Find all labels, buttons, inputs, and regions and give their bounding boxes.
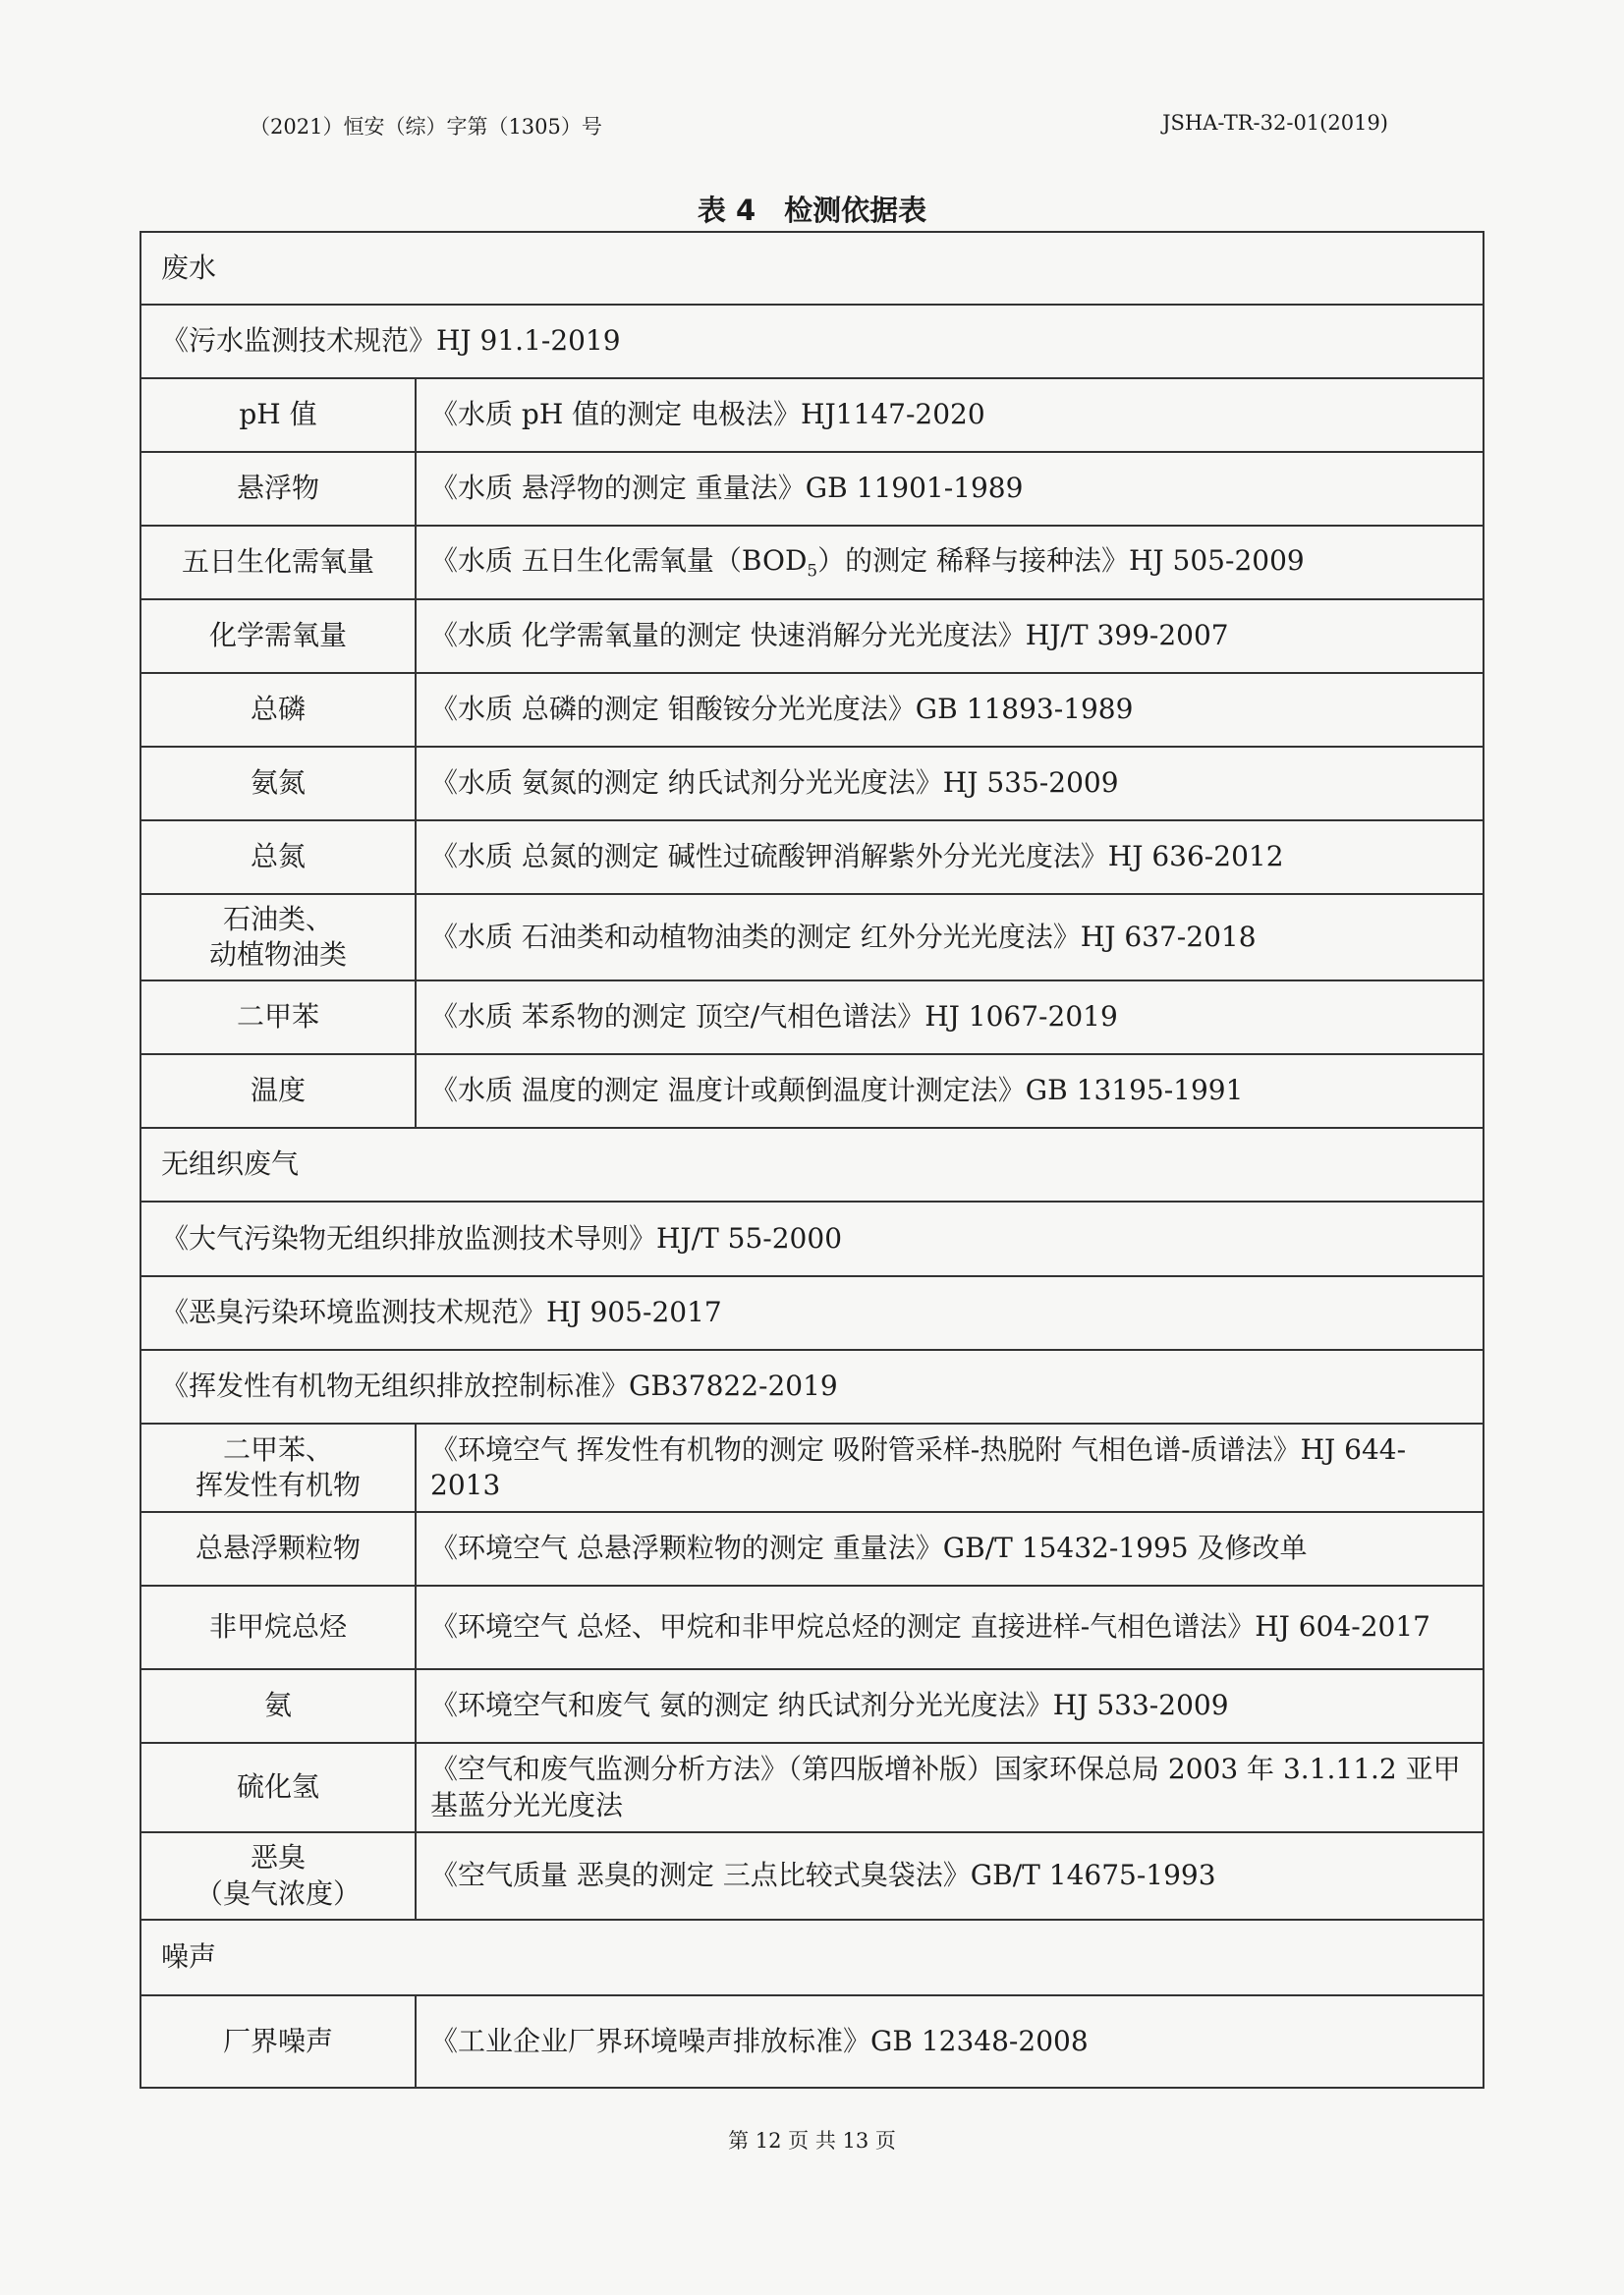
- standard-cell: 《恶臭污染环境监测技术规范》HJ 905-2017: [140, 1276, 1484, 1350]
- parameter-line: 二甲苯、: [222, 1432, 333, 1466]
- parameter-cell: [140, 1424, 416, 1512]
- parameter-line: 挥发性有机物: [195, 1469, 361, 1501]
- parameter-line: 石油类、: [222, 902, 333, 935]
- method-cell: 《水质 石油类和动植物油类的测定 红外分光光度法》HJ 637-2018: [416, 894, 1484, 980]
- method-cell: 《空气质量 恶臭的测定 三点比较式臭袋法》GB/T 14675-1993: [416, 1832, 1484, 1920]
- table-row: [140, 1054, 1484, 1128]
- parameter-cell: 化学需氧量: [140, 599, 416, 673]
- standard-cell: 《大气污染物无组织排放监测技术导则》HJ/T 55-2000: [140, 1202, 1484, 1276]
- section-row: [140, 232, 1484, 305]
- parameter-cell: 非甲烷总烃: [140, 1586, 416, 1669]
- parameter-line: （臭气浓度）: [195, 1876, 361, 1910]
- parameter-cell: 温度: [140, 1054, 416, 1128]
- method-cell: 《水质 氨氮的测定 纳氏试剂分光光度法》HJ 535-2009: [416, 747, 1484, 820]
- table-row: [140, 1832, 1484, 1920]
- parameter-line: 恶臭: [250, 1841, 306, 1875]
- table-row: [140, 599, 1484, 673]
- table-row: [140, 980, 1484, 1054]
- table-row: [140, 894, 1484, 980]
- method-cell: 《水质 总磷的测定 钼酸铵分光光度法》GB 11893-1989: [416, 673, 1484, 747]
- table-row: [140, 378, 1484, 452]
- method-cell: 《水质 温度的测定 温度计或颠倒温度计测定法》GB 13195-1991: [416, 1054, 1484, 1128]
- parameter-line: 动植物油类: [208, 938, 347, 971]
- parameter-cell: 总磷: [140, 673, 416, 747]
- method-cell: 《环境空气 挥发性有机物的测定 吸附管采样-热脱附 气相色谱-质谱法》HJ 644-2013: [416, 1424, 1484, 1512]
- parameter-cell: [140, 1832, 416, 1920]
- method-text: 《水质 五日生化需氧量（BOD: [430, 543, 808, 577]
- testing-basis-table: [140, 231, 1484, 2089]
- table-row: [140, 820, 1484, 894]
- method-cell: 《环境空气和废气 氨的测定 纳氏试剂分光光度法》HJ 533-2009: [416, 1669, 1484, 1743]
- table-row: [140, 747, 1484, 820]
- section-row: [140, 1128, 1484, 1202]
- report-number: （2021）恒安（综）字第（1305）号: [250, 115, 602, 139]
- section-label: 废水: [140, 232, 1484, 305]
- parameter-cell: 总氮: [140, 820, 416, 894]
- method-cell: 《水质 悬浮物的测定 重量法》GB 11901-1989: [416, 452, 1484, 526]
- method-cell: 《空气和废气监测分析方法》（第四版增补版）国家环保总局 2003 年 3.1.11.2 亚甲基蓝分光光度法: [416, 1743, 1484, 1832]
- method-cell: 《水质 化学需氧量的测定 快速消解分光光度法》HJ/T 399-2007: [416, 599, 1484, 673]
- standard-row: [140, 1202, 1484, 1276]
- section-row: [140, 1920, 1484, 1995]
- table-row: [140, 1669, 1484, 1743]
- table-row: [140, 452, 1484, 526]
- section-label: 无组织废气: [140, 1128, 1484, 1202]
- method-cell: 《水质 总氮的测定 碱性过硫酸钾消解紫外分光光度法》HJ 636-2012: [416, 820, 1484, 894]
- table-row: [140, 1512, 1484, 1586]
- table-row: [140, 1586, 1484, 1669]
- table-row: [140, 1424, 1484, 1512]
- standard-row: [140, 1276, 1484, 1350]
- parameter-cell: 悬浮物: [140, 452, 416, 526]
- parameter-cell: 总悬浮颗粒物: [140, 1512, 416, 1586]
- table-title: 表 4 检测依据表: [697, 194, 927, 227]
- table-row: [140, 1995, 1484, 2088]
- method-cell: [416, 526, 1484, 599]
- parameter-cell: pH 值: [140, 378, 416, 452]
- parameter-cell: 五日生化需氧量: [140, 526, 416, 599]
- table-row: [140, 1743, 1484, 1832]
- parameter-cell: 氨: [140, 1669, 416, 1743]
- parameter-cell: 厂界噪声: [140, 1995, 416, 2088]
- form-code: JSHA-TR-32-01(2019): [1162, 111, 1388, 135]
- standard-cell: 《污水监测技术规范》HJ 91.1-2019: [140, 305, 1484, 378]
- method-cell: 《水质 苯系物的测定 顶空/气相色谱法》HJ 1067-2019: [416, 980, 1484, 1054]
- subscript: 5: [807, 560, 818, 581]
- standard-row: [140, 305, 1484, 378]
- parameter-cell: 氨氮: [140, 747, 416, 820]
- table-row: [140, 673, 1484, 747]
- method-text: ）的测定 稀释与接种法》HJ 505-2009: [817, 543, 1305, 577]
- page-number: 第 12 页 共 13 页: [728, 2129, 896, 2153]
- standard-row: [140, 1350, 1484, 1424]
- method-cell: 《环境空气 总烃、甲烷和非甲烷总烃的测定 直接进样-气相色谱法》HJ 604-2017: [416, 1586, 1484, 1669]
- section-label: 噪声: [140, 1920, 1484, 1995]
- parameter-cell: 二甲苯: [140, 980, 416, 1054]
- method-cell: 《工业企业厂界环境噪声排放标准》GB 12348-2008: [416, 1995, 1484, 2088]
- method-cell: 《环境空气 总悬浮颗粒物的测定 重量法》GB/T 15432-1995 及修改单: [416, 1512, 1484, 1586]
- table-row: [140, 526, 1484, 599]
- parameter-cell: 硫化氢: [140, 1743, 416, 1832]
- standard-cell: 《挥发性有机物无组织排放控制标准》GB37822-2019: [140, 1350, 1484, 1424]
- method-cell: 《水质 pH 值的测定 电极法》HJ1147-2020: [416, 378, 1484, 452]
- parameter-cell: [140, 894, 416, 980]
